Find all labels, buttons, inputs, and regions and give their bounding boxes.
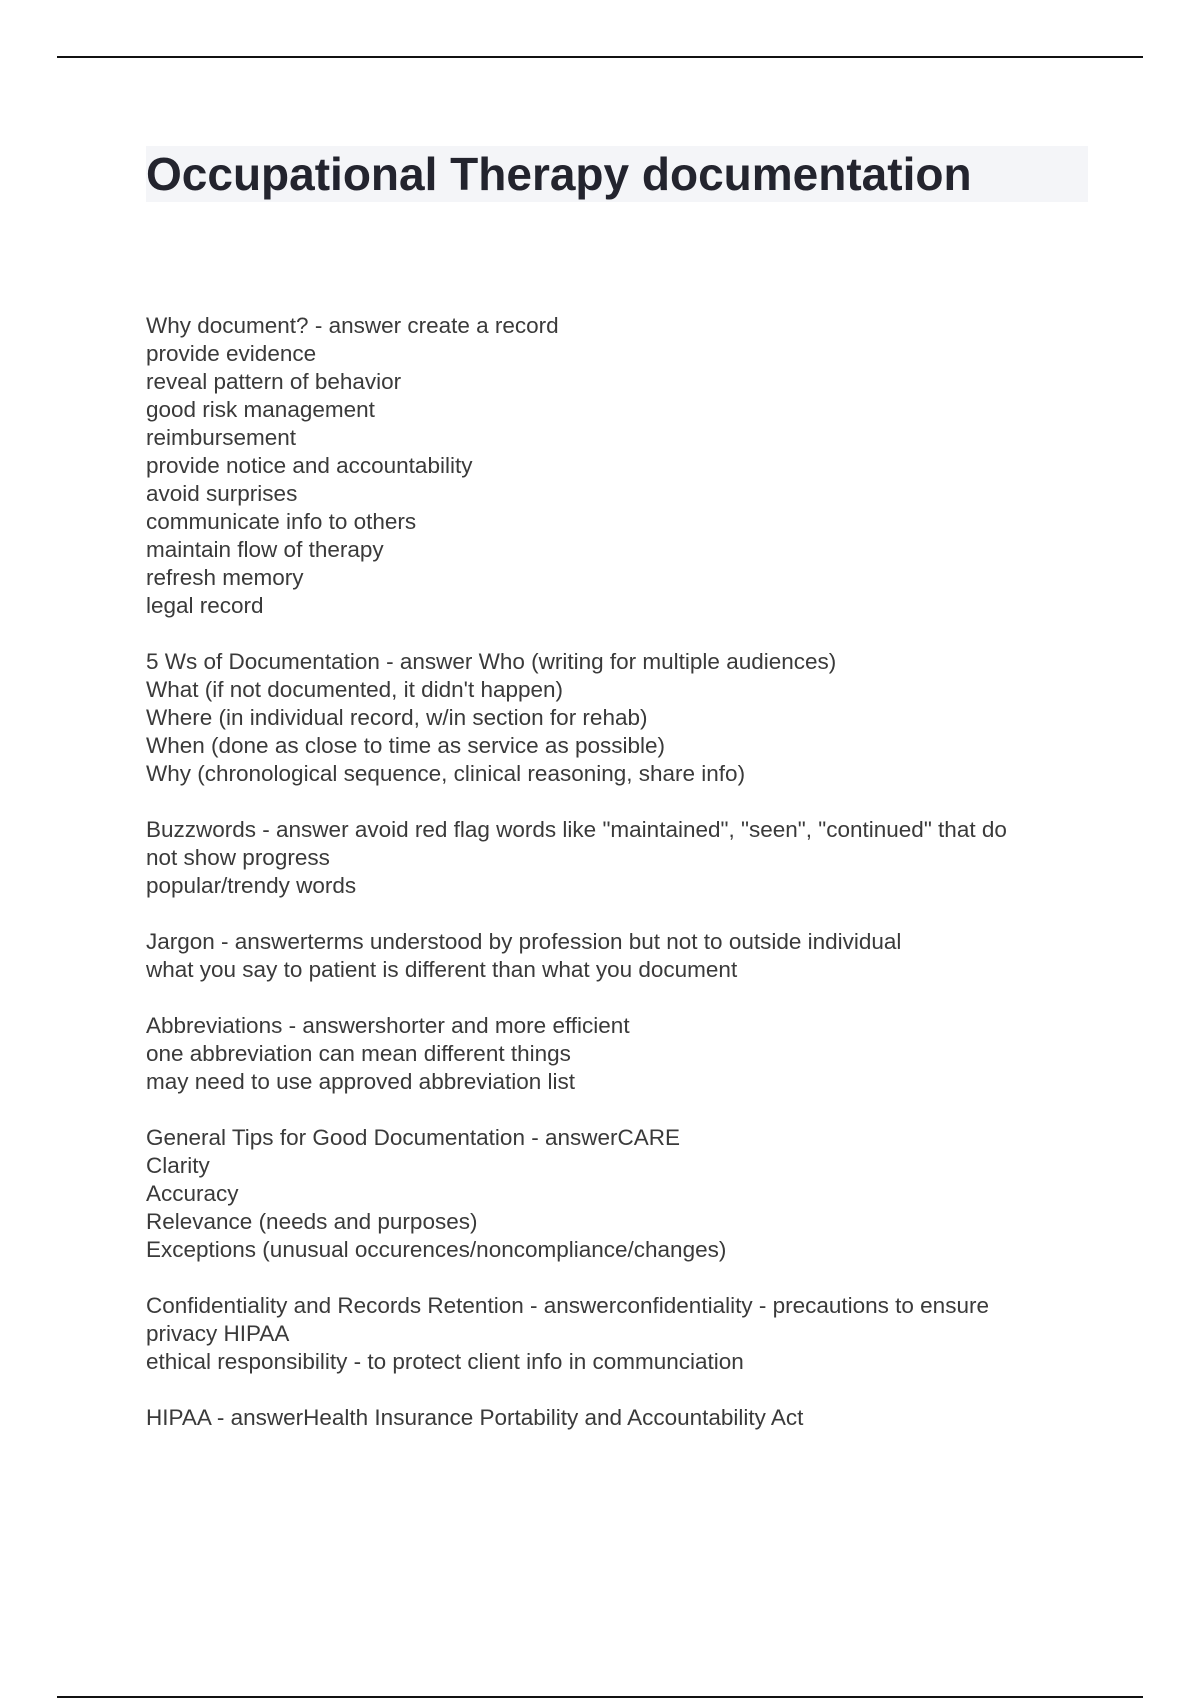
qa-question-line: Buzzwords - answer avoid red flag words like "maintained", "seen", "continued" that do: [146, 817, 1007, 842]
qa-answer-line: ethical responsibility - to protect client info in communciation: [146, 1349, 744, 1374]
qa-entry: [146, 1404, 1096, 1432]
qa-answer-line: reimbursement: [146, 425, 297, 450]
qa-answer-line: What (if not documented, it didn't happen): [146, 677, 564, 702]
qa-answer-line: reveal pattern of behavior: [146, 369, 402, 394]
qa-question-line: Jargon - answerterms understood by profession but not to outside individual: [146, 929, 902, 954]
qa-answer-line: maintain flow of therapy: [146, 537, 384, 562]
qa-question-line: HIPAA - answerHealth Insurance Portability and Accountability Act: [146, 1405, 804, 1430]
qa-question-line: 5 Ws of Documentation - answer Who (writing for multiple audiences): [146, 649, 837, 674]
qa-entry: [146, 1292, 1096, 1376]
qa-answer-line: When (done as close to time as service as possible): [146, 733, 665, 758]
qa-list: [146, 312, 1096, 1460]
qa-answer-line: good risk management: [146, 397, 375, 422]
qa-entry: [146, 1124, 1096, 1264]
qa-entry: [146, 928, 1096, 984]
qa-answer-line: provide notice and accountability: [146, 453, 473, 478]
qa-answer-line: refresh memory: [146, 565, 304, 590]
qa-answer-line: Clarity: [146, 1153, 210, 1178]
page-title: Occupational Therapy documentation: [146, 148, 972, 200]
qa-answer-line: Accuracy: [146, 1181, 239, 1206]
qa-answer-line: communicate info to others: [146, 509, 417, 534]
qa-answer-line: popular/trendy words: [146, 873, 357, 898]
qa-answer-line: not show progress: [146, 845, 330, 870]
qa-question-line: Abbreviations - answershorter and more efficient: [146, 1013, 630, 1038]
qa-answer-line: Where (in individual record, w/in section for rehab): [146, 705, 648, 730]
qa-question-line: Confidentiality and Records Retention - answerconfidentiality - precautions to ensure: [146, 1293, 989, 1318]
title-banner: [146, 146, 1088, 202]
qa-answer-line: Relevance (needs and purposes): [146, 1209, 478, 1234]
bottom-divider: [57, 1696, 1143, 1698]
qa-answer-line: avoid surprises: [146, 481, 298, 506]
qa-answer-line: provide evidence: [146, 341, 317, 366]
qa-entry: [146, 1012, 1096, 1096]
qa-entry: [146, 816, 1096, 900]
qa-question-line: Why document? - answer create a record: [146, 313, 559, 338]
qa-answer-line: what you say to patient is different than what you document: [146, 957, 738, 982]
qa-answer-line: legal record: [146, 593, 264, 618]
qa-entry: [146, 312, 1096, 620]
qa-answer-line: may need to use approved abbreviation list: [146, 1069, 576, 1094]
qa-answer-line: one abbreviation can mean different things: [146, 1041, 571, 1066]
qa-question-line: General Tips for Good Documentation - answerCARE: [146, 1125, 680, 1150]
qa-entry: [146, 648, 1096, 788]
qa-answer-line: Why (chronological sequence, clinical reasoning, share info): [146, 761, 746, 786]
top-divider: [57, 56, 1143, 58]
qa-answer-line: Exceptions (unusual occurences/noncompliance/changes): [146, 1237, 727, 1262]
qa-answer-line: privacy HIPAA: [146, 1321, 290, 1346]
